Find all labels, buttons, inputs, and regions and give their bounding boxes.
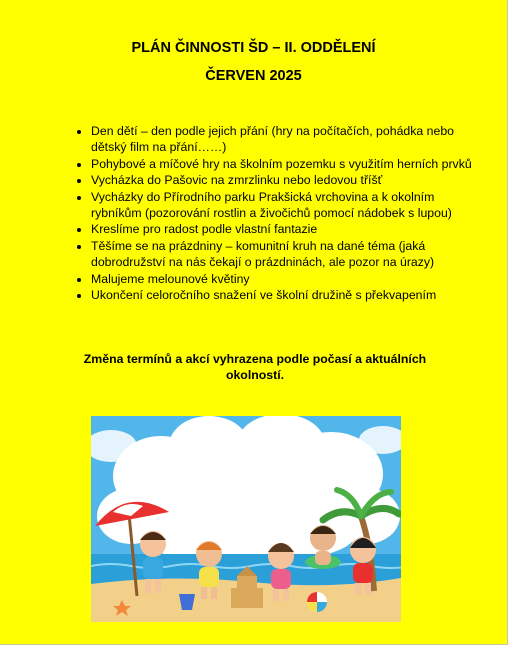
list-item: • Vycházky do Přírodního parku Prakšická vrchovina a k okolním rybníkům (pozorování rostlin a živočichů pomocí nádobek s lupou)	[91, 189, 475, 222]
disclaimer-note: Změna termínů a akcí vyhrazena podle počasí a aktuálních okolností.	[83, 352, 427, 383]
list-item: • Den dětí – den podle jejich přání (hry na počítačích, pohádka nebo dětský film na přání……)	[91, 123, 475, 156]
document-subtitle-month: ČERVEN 2025	[205, 68, 302, 84]
beach-ball	[307, 592, 327, 612]
list-item: • Kreslíme pro radost podle vlastní fantazie	[91, 221, 475, 237]
list-item: • Vycházka do Pašovic na zmrzlinku nebo ledovou tříšť	[91, 172, 475, 188]
list-item: • Pohybové a míčové hry na školním pozemku s využitím herních prvků	[91, 156, 475, 172]
activity-list	[74, 123, 475, 303]
list-item: • Těšíme se na prázdniny – komunitní kruh na dané téma (jaká dobrodružství na nás čekají o prázdninách, ale pozor na úrazy)	[91, 238, 475, 271]
list-item: • Ukončení celoročního snažení ve školní družině s překvapením	[91, 287, 475, 303]
document-title: PLÁN ČINNOSTI ŠD – II. ODDĚLENÍ	[131, 40, 376, 56]
list-item: • Malujeme melounové květiny	[91, 271, 475, 287]
children-at-beach-illustration	[91, 416, 401, 622]
